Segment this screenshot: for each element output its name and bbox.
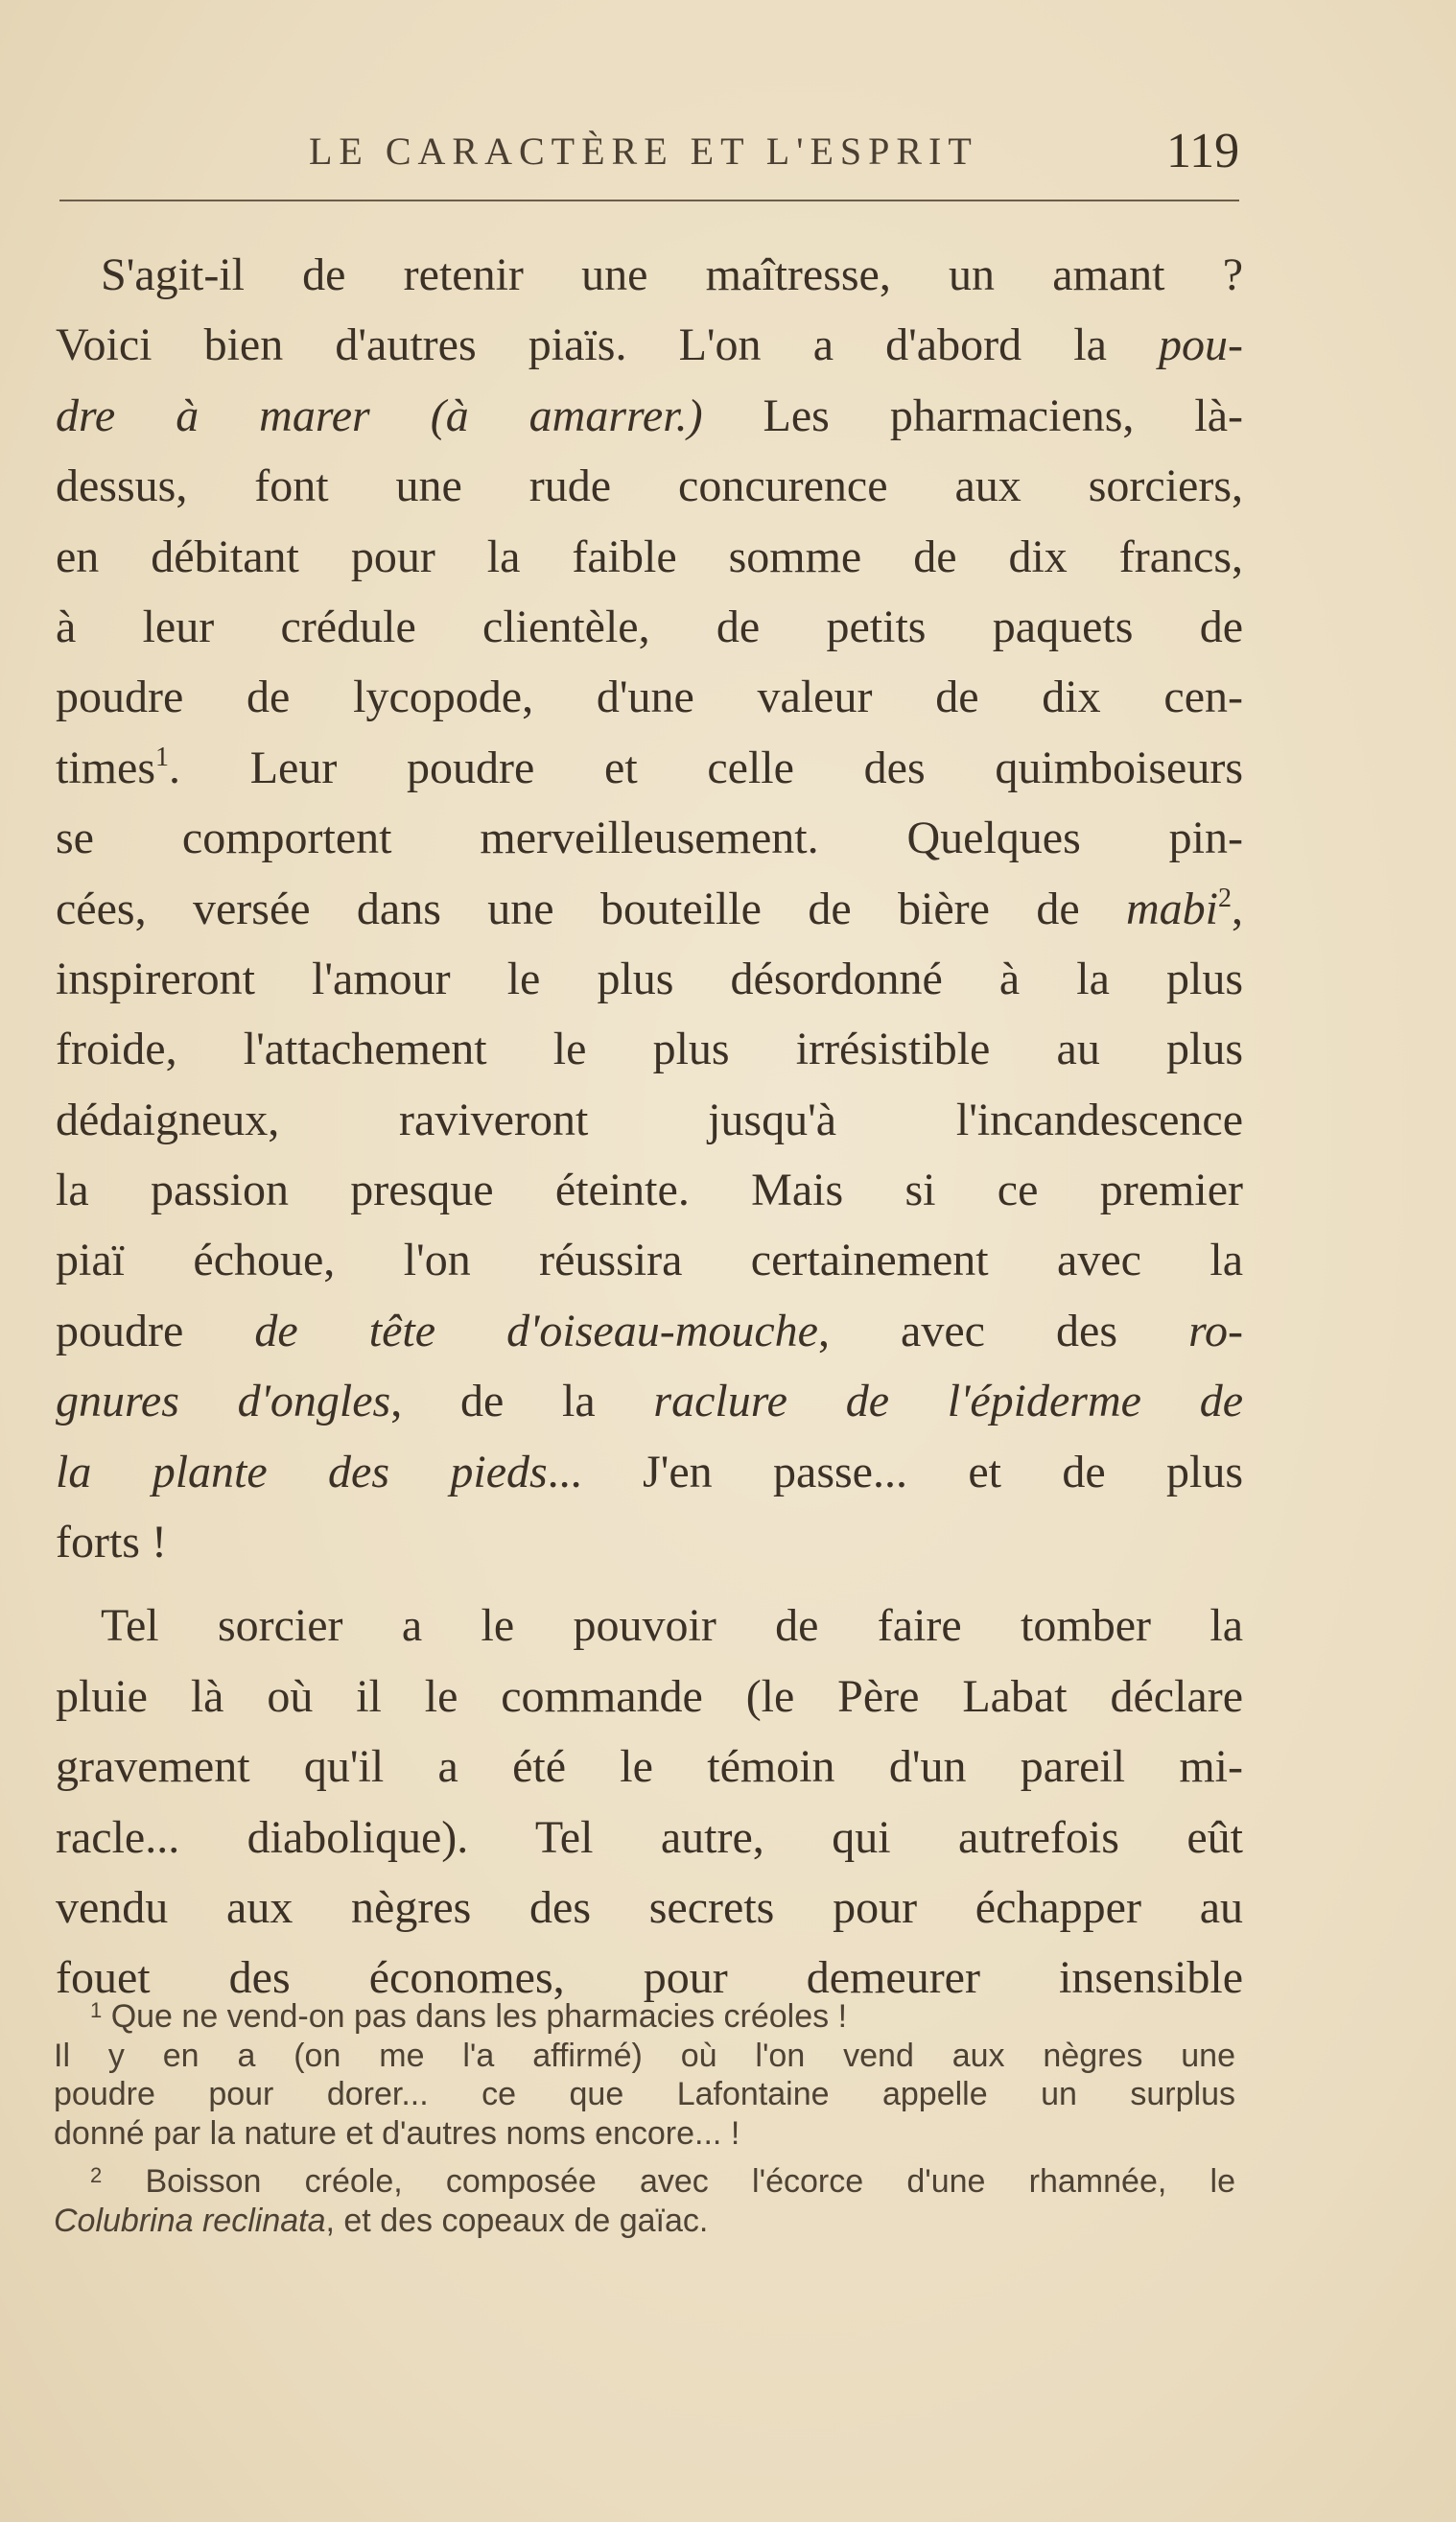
footnote-1-line: poudre pour dorer... ce que Lafontaine appelle un surplus (54, 2076, 1235, 2112)
text-line: dre à marer (à amarrer.) Les pharmaciens, là- (56, 389, 1243, 441)
text-line: vendu aux nègres des secrets pour échapper au (56, 1881, 1243, 1933)
text-line: se comportent merveilleusement. Quelques pin- (56, 813, 1243, 864)
footnotes (54, 1997, 1235, 2240)
text-line: la plante des pieds... J'en passe... et de plus (56, 1446, 1243, 1497)
text-line: gnures d'ongles, de la raclure de l'épiderme de (56, 1376, 1243, 1427)
text-line: Tel sorcier a le pouvoir de faire tomber la (101, 1600, 1243, 1652)
text-line: forts ! (56, 1517, 167, 1568)
text-line: à leur crédule clientèle, de petits paquets de (56, 601, 1243, 652)
body-text (56, 240, 1243, 2014)
footnote-2-line: $^2$ Boisson créole, composée avec l'écorce d'une rhamnée, le (90, 2163, 1235, 2200)
text-line: en débitant pour la faible somme de dix francs, (56, 530, 1243, 582)
text-line: fouet des économes, pour demeurer insensible (56, 1952, 1243, 2004)
running-head (0, 123, 1456, 180)
text-line: racle... diabolique). Tel autre, qui autrefois eût (56, 1811, 1243, 1863)
footnote-1-line: donné par la nature et d'autres noms encore... ! (54, 2114, 740, 2152)
footnote-2-mark: 2 (90, 2163, 103, 2187)
text-line: la passion presque éteinte. Mais si ce premier (56, 1165, 1243, 1216)
text-line: poudre de lycopode, d'une valeur de dix cen- (56, 672, 1243, 723)
footnote-ref-1: 1 (155, 742, 169, 772)
text-line: inspireront l'amour le plus désordonné à la plus (56, 953, 1243, 1004)
text-line: piaï échoue, l'on réussira certainement avec la (56, 1235, 1243, 1286)
text-line: times$^1$. Leur poudre et celle des quimboiseurs (56, 742, 1243, 793)
footnote-1-line: $^1$ Que ne vend-on pas dans les pharmacies créoles ! (90, 1998, 848, 2035)
paragraph-gap (56, 1577, 1243, 1591)
footnote-1-line: Il y en a (on me l'a affirmé) où l'on vend aux nègres une (54, 2037, 1235, 2074)
running-title: LE CARACTÈRE ET L'ESPRIT (309, 130, 978, 173)
text-line: cées, versée dans une bouteille de bière de mabi$^2$, (56, 883, 1243, 934)
text-line: dédaigneux, raviveront jusqu'à l'incandescence (56, 1094, 1243, 1145)
text-line: poudre de tête d'oiseau-mouche, avec des ro- (56, 1305, 1243, 1356)
footnote-ref-2: 2 (1218, 883, 1232, 913)
text-line: froide, l'attachement le plus irrésistible au plus (56, 1024, 1243, 1075)
footnote-2-line: Colubrina reclinata, et des copeaux de gaïac. (54, 2202, 709, 2239)
header-rule (59, 200, 1239, 201)
text-line: pluie là où il le commande (le Père Labat déclare (56, 1670, 1243, 1722)
footnote-1-mark: 1 (90, 1998, 103, 2022)
text-line: gravement qu'il a été le témoin d'un pareil mi- (56, 1741, 1243, 1793)
page-number: 119 (1166, 124, 1240, 178)
text-line: dessus, font une rude concurence aux sorciers, (56, 460, 1243, 512)
text-line: Voici bien d'autres piaïs. L'on a d'abord la pou- (56, 319, 1243, 371)
footnote-gap (54, 2153, 1235, 2162)
text-line: S'agit-il de retenir une maîtresse, un amant ? (101, 249, 1243, 300)
